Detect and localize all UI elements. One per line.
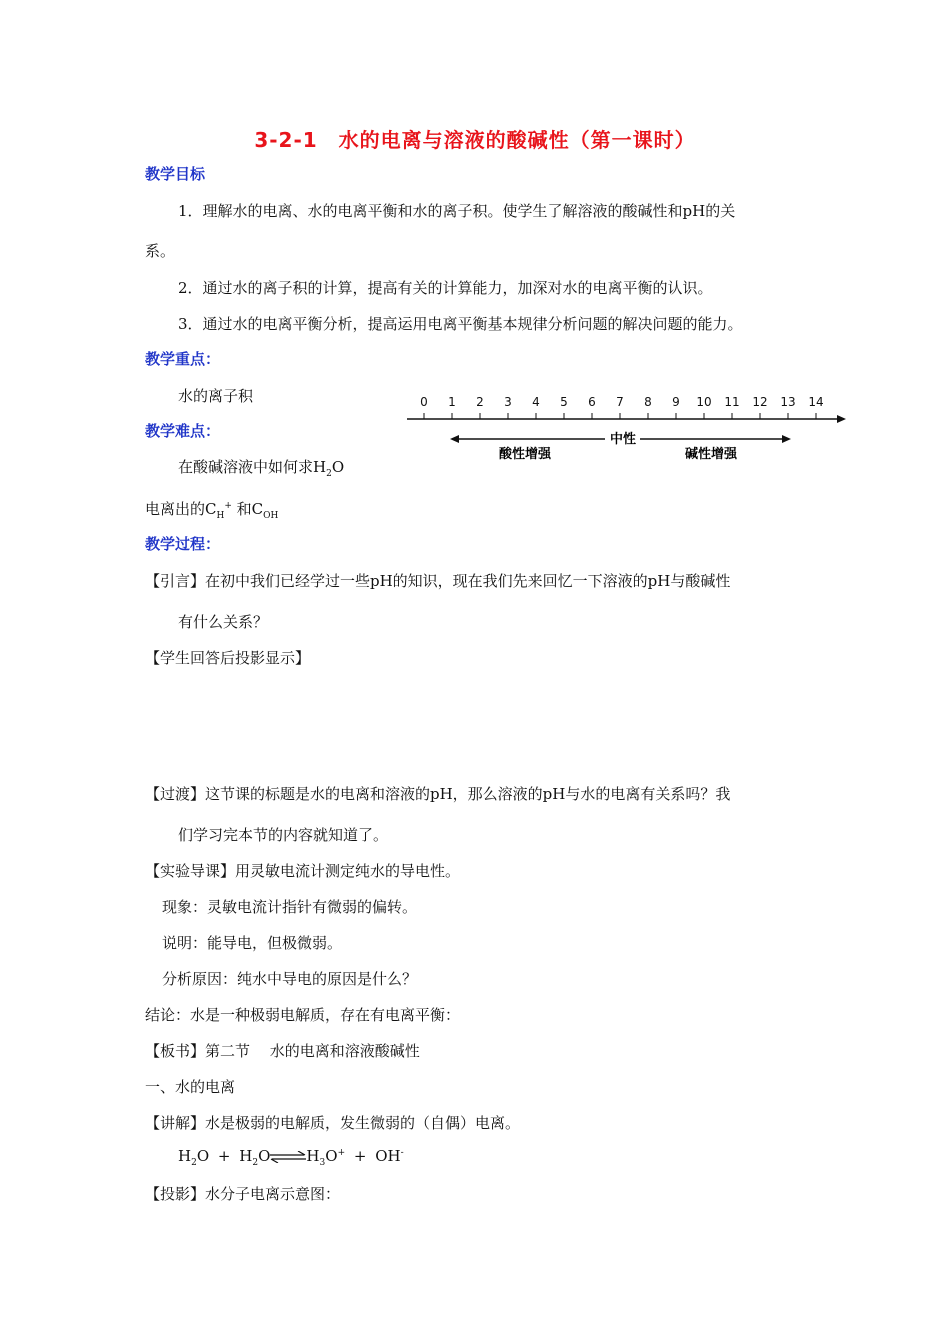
transition-line-1: 【过渡】这节课的标题是水的电离和溶液的pH，那么溶液的pH与水的电离有关系吗？我: [145, 785, 731, 803]
key-point-text: 水的离子积: [178, 387, 254, 405]
intro-line-2: 有什么关系？: [178, 613, 269, 631]
ph-tick-label: 4: [532, 395, 540, 409]
goals-heading: 教学目标: [145, 165, 206, 183]
explain-line: 说明：能导电，但极微弱。: [162, 934, 343, 952]
ph-tick-label: 8: [644, 395, 652, 409]
ph-tick-label: 11: [724, 395, 740, 409]
transition-line-2: 们学习完本节的内容就知道了。: [178, 826, 389, 844]
ph-tick-label: 9: [672, 395, 680, 409]
acid-label: 酸性增强: [498, 447, 552, 462]
section-heading: 一、水的电离: [145, 1078, 236, 1096]
ph-tick-label: 14: [808, 395, 824, 409]
base-label: 碱性增强: [684, 447, 738, 462]
phenomenon-line: 现象：灵敏电流计指针有微弱的偏转。: [162, 898, 418, 916]
intro-line-1: 【引言】在初中我们已经学过一些pH的知识，现在我们先来回忆一下溶液的pH与酸碱性: [145, 572, 731, 590]
ph-tick-label: 7: [616, 395, 624, 409]
key-point-heading: 教学重点：: [145, 350, 221, 368]
equilibrium-arrows-icon: [270, 1151, 306, 1163]
ph-tick-label: 2: [476, 395, 484, 409]
page-title: 3-2-1 水的电离与溶液的酸碱性（第一课时）: [254, 128, 696, 152]
neutral-label: 中性: [609, 432, 637, 447]
conclusion-line: 结论：水是一种极弱电解质，存在有电离平衡：: [145, 1006, 461, 1024]
analysis-line: 分析原因：纯水中导电的原因是什么？: [162, 970, 418, 988]
board-line: 【板书】第二节 水的电离和溶液酸碱性: [145, 1042, 420, 1060]
ionization-equation: $H_2O + H_2O$ $H_3O^+ + OH^-$: [178, 1147, 404, 1168]
goal-item-1: 1．理解水的电离、水的电离平衡和水的离子积。使学生了解溶液的酸碱性和pH的关: [178, 202, 736, 220]
lecture-line: 【讲解】水是极弱的电解质，发生微弱的（自偶）电离。: [145, 1114, 521, 1132]
answer-line: 【学生回答后投影显示】: [145, 649, 311, 667]
ph-tick-label: 5: [560, 395, 568, 409]
ph-scale-diagram: [400, 386, 855, 466]
difficulty-line-2: 电离出的$C_H^+$ 和$C_{OH}$: [145, 500, 279, 521]
ph-tick-label: 6: [588, 395, 596, 409]
goal-item-2: 2．通过水的离子积的计算，提高有关的计算能力，加深对水的电离平衡的认识。: [178, 279, 713, 297]
goal-item-1-cont: 系。: [145, 242, 176, 260]
difficulty-heading: 教学难点：: [145, 422, 221, 440]
process-heading: 教学过程：: [145, 535, 221, 553]
ph-tick-label: 12: [752, 395, 768, 409]
ph-tick-label: 0: [420, 395, 428, 409]
projection-line: 【投影】水分子电离示意图：: [145, 1185, 341, 1203]
ph-tick-label: 3: [504, 395, 512, 409]
ph-tick-label: 13: [780, 395, 796, 409]
experiment-line: 【实验导课】用灵敏电流计测定纯水的导电性。: [145, 862, 461, 880]
goal-item-3: 3．通过水的电离平衡分析，提高运用电离平衡基本规律分析问题的解决问题的能力。: [178, 315, 743, 333]
ph-tick-label: 10: [696, 395, 712, 409]
ph-tick-label: 1: [448, 395, 456, 409]
difficulty-line-1: 在酸碱溶液中如何求$H_2O$: [178, 458, 345, 479]
